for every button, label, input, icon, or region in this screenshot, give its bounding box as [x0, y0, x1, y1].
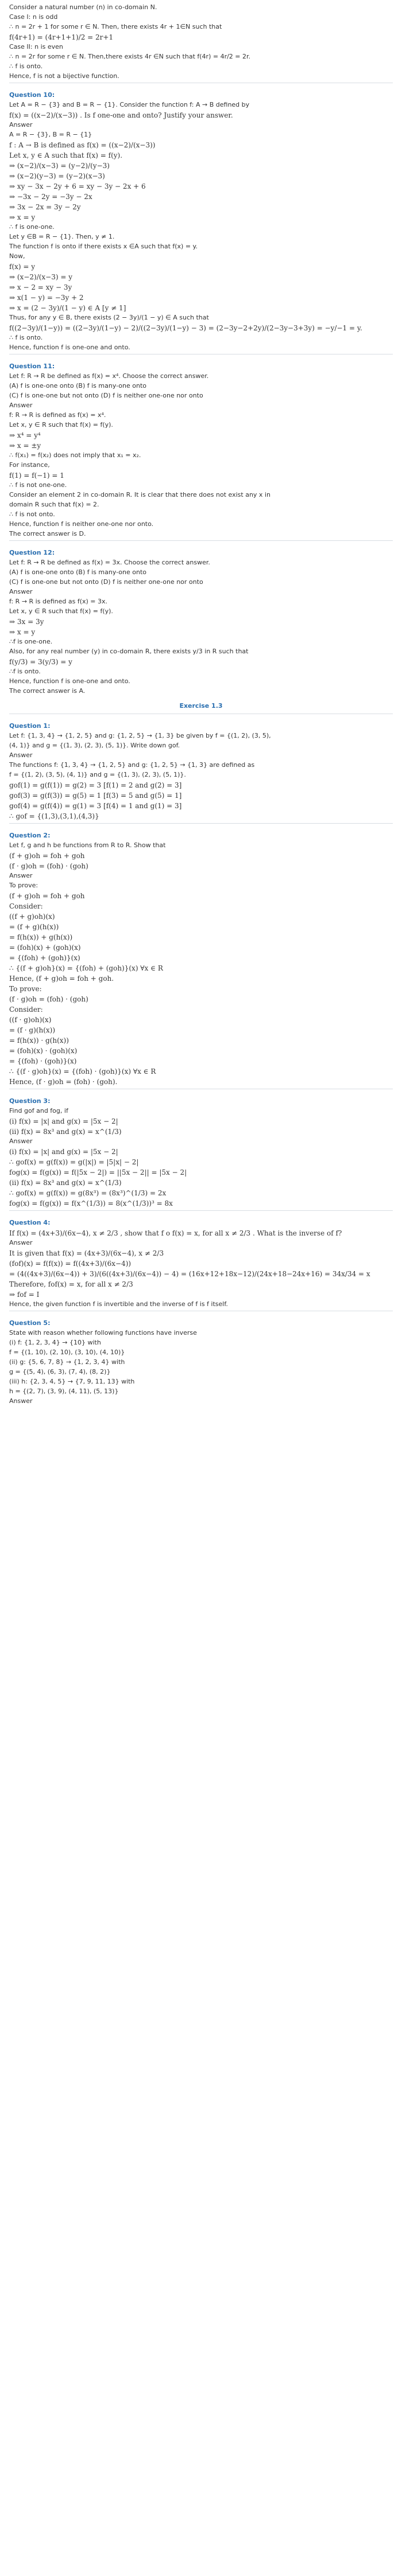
question-heading: Question 11: — [9, 363, 55, 370]
math-line: fog(x) = f(g(x)) = f(|5x − 2|) = ||5x − 2|| = |5x − 2| — [9, 1168, 187, 1176]
text-line: Consider a natural number (n) in co-domain N. — [9, 3, 157, 11]
text-line: g = {(5, 4), (6, 3), (7, 4), (8, 2)} — [9, 1368, 111, 1375]
text-line: h = {(2, 7), (3, 9), (4, 11), (5, 13)} — [9, 1388, 119, 1395]
text-line: (i) f: {1, 2, 3, 4} → {10} with — [9, 1339, 101, 1346]
math-line: Hence, (f · g)oh = (foh) · (goh). — [9, 1078, 118, 1086]
math-line: ⇒ xy − 3x − 2y + 6 = xy − 3y − 2x + 6 — [9, 182, 146, 190]
text-line: A = R − {3}, B = R − {1} — [9, 131, 92, 138]
math-line: ⇒ x = (2 − 3y)/(1 − y) ∈ A [y ≠ 1] — [9, 304, 126, 312]
text-line: f: R → R is defined as f(x) = 3x. — [9, 598, 108, 605]
math-line: ∴ gof(x) = g(f(x)) = g(8x³) = (8x³)^(1/3) = 2x — [9, 1189, 167, 1197]
math-line: = (4((4x+3)/(6x−4)) + 3)/(6((4x+3)/(6x−4)) − 4) = (16x+12+18x−12)/(24x+18−24x+16) = 34x/34 = x — [9, 1270, 370, 1278]
text-line: Let x, y ∈ R such that f(x) = f(y). — [9, 421, 113, 428]
text-line: (C) f is one-one but not onto (D) f is neither one-one nor onto — [9, 578, 203, 586]
math-line: Therefore, fof(x) = x, for all x ≠ 2/3 — [9, 1280, 133, 1288]
text-line: Answer — [9, 1137, 33, 1145]
text-line: Answer — [9, 751, 33, 759]
math-line: ∴ gof(x) = g(f(x)) = g(|x|) = |5|x| − 2| — [9, 1158, 139, 1166]
math-line: ⇒ x⁴ = y⁴ — [9, 431, 41, 439]
divider — [9, 823, 393, 824]
math-line: f(1) = f(−1) = 1 — [9, 471, 64, 480]
text-line: Let A = R − {3} and B = R − {1}. Consider the function f: A → B defined by — [9, 101, 250, 108]
text-line: The functions f: {1, 3, 4} → {1, 2, 5} and g: {1, 2, 5} → {1, 3} are defined as — [9, 761, 255, 769]
text-line: (4, 1)} and g = {(1, 3), (2, 3), (5, 1)}. Write down gof. — [9, 742, 180, 749]
math-line: (f + g)oh = foh + goh — [9, 852, 85, 860]
math-line: ⇒ (x−2)/(x−3) = y — [9, 273, 73, 281]
divider — [9, 1210, 393, 1211]
question-heading: Question 4: — [9, 1219, 51, 1226]
text-line: (ii) g: {5, 6, 7, 8} → {1, 2, 3, 4} with — [9, 1358, 125, 1366]
text-line: Answer — [9, 1397, 33, 1405]
math-line: Consider: — [9, 902, 43, 910]
math-line: ⇒ x = y — [9, 213, 36, 221]
math-line: ⇒ −3x − 2y = −3y − 2x — [9, 193, 92, 201]
text-line: Consider an element 2 in co-domain R. It is clear that there does not exist any x in — [9, 491, 270, 498]
math-line: ⇒ x(1 − y) = −3y + 2 — [9, 294, 84, 302]
text-line: Thus, for any y ∈ B, there exists (2 − 3y)/(1 − y) ∈ A such that — [9, 314, 209, 321]
text-line: f = {(1, 2), (3, 5), (4, 1)} and g = {(1, 3), (2, 3), (5, 1)}. — [9, 771, 186, 778]
text-line: Let f, g and h be functions from R to R. Show that — [9, 841, 166, 849]
text-line: (A) f is one-one onto (B) f is many-one onto — [9, 568, 147, 576]
text-line: Let f: R → R be defined as f(x) = 3x. Choose the correct answer. — [9, 559, 210, 566]
math-line: ⇒ x = ±y — [9, 442, 41, 450]
text-line: domain R such that f(x) = 2. — [9, 501, 99, 508]
text-line: For instance, — [9, 461, 50, 469]
text-line: f = {(1, 10), (2, 10), (3, 10), (4, 10)} — [9, 1349, 125, 1356]
text-line: (iii) h: {2, 3, 4, 5} → {7, 9, 11, 13} with — [9, 1378, 135, 1385]
math-line: (i) f(x) = |x| and g(x) = |5x − 2| — [9, 1148, 118, 1156]
math-line: ⇒ x − 2 = xy − 3y — [9, 283, 72, 291]
math-line: ⇒ (x−2)/(x−3) = (y−2)/(y−3) — [9, 162, 110, 170]
math-line: ∴ {(f + g)oh}(x) = {(foh) + (goh)}(x) ∀x ∈ R — [9, 964, 163, 972]
math-line: gof(3) = g(f(3)) = g(5) = 1 [f(3) = 5 and g(5) = 1] — [9, 792, 182, 800]
math-line: = (f + g)(h(x)) — [9, 923, 59, 931]
math-line: = {(foh) + (goh)}(x) — [9, 954, 80, 962]
math-line: = f(h(x)) · g(h(x)) — [9, 1036, 69, 1045]
text-line: Find gof and fog, if — [9, 1107, 68, 1114]
exercise-heading: Exercise 1.3 — [179, 702, 223, 710]
math-line: f(x) = y — [9, 263, 36, 271]
math-line: ∴ {(f · g)oh}(x) = {(foh) · (goh)}(x) ∀x ∈ R — [9, 1067, 156, 1075]
text-line: State with reason whether following functions have inverse — [9, 1329, 197, 1336]
math-line: gof(1) = g(f(1)) = g(2) = 3 [f(1) = 2 and g(2) = 3] — [9, 781, 182, 789]
math-line: f(y/3) = 3(y/3) = y — [9, 658, 72, 666]
math-line: = (f · g)(h(x)) — [9, 1026, 56, 1034]
math-line: = (foh)(x) + (goh)(x) — [9, 944, 81, 952]
math-line: Consider: — [9, 1006, 43, 1014]
text-line: ∴ n = 2r for some r ∈ N. Then,there exists 4r ∈N such that f(4r) = 4r/2 = 2r. — [9, 53, 251, 60]
math-line: (i) f(x) = |x| and g(x) = |5x − 2| — [9, 1117, 118, 1125]
text-line: ∴ f is onto. — [9, 334, 43, 341]
text-line: Now, — [9, 252, 25, 260]
math-line: f(x) = ((x−2)/(x−3)) . Is f one-one and onto? Justify your answer. — [9, 111, 233, 119]
divider — [9, 540, 393, 541]
text-line: Hence, f is not a bijective function. — [9, 72, 119, 80]
text-line: ∴f is onto. — [9, 668, 41, 675]
text-line: The correct answer is D. — [9, 530, 86, 537]
text-line: (A) f is one-one onto (B) f is many-one onto — [9, 382, 147, 389]
math-line: ⇒ 3x = 3y — [9, 618, 44, 626]
math-line: If f(x) = (4x+3)/(6x−4), x ≠ 2/3 , show that f o f(x) = x, for all x ≠ 2/3 . What is the inverse of f? — [9, 1229, 342, 1237]
math-line: (ii) f(x) = 8x³ and g(x) = x^(1/3) — [9, 1179, 122, 1187]
math-line: = (foh)(x) · (goh)(x) — [9, 1047, 78, 1055]
text-line: Hence, function f is one-one and onto. — [9, 677, 130, 685]
text-line: ∴ f is onto. — [9, 63, 43, 70]
math-line: It is given that f(x) = (4x+3)/(6x−4), x ≠ 2/3 — [9, 1249, 164, 1257]
text-line: Answer — [9, 402, 33, 409]
math-line: ⇒ 3x − 2x = 3y − 2y — [9, 203, 81, 211]
text-line: Answer — [9, 872, 33, 879]
math-line: (fof)(x) = f(f(x)) = f((4x+3)/(6x−4)) — [9, 1260, 132, 1268]
math-line: f(4r+1) = (4r+1+1)/2 = 2r+1 — [9, 33, 114, 41]
text-line: ∴f is one-one. — [9, 638, 53, 645]
text-line: Answer — [9, 1239, 33, 1246]
text-line: ∴ f(x₁) = f(x₂) does not imply that x₁ = x₂. — [9, 451, 141, 459]
text-line: Let f: R → R be defined as f(x) = x⁴. Choose the correct answer. — [9, 372, 209, 380]
math-line: ⇒ (x−2)(y−3) = (y−2)(x−3) — [9, 172, 105, 180]
math-line: (f · g)oh = (foh) · (goh) — [9, 862, 88, 870]
math-line: Let x, y ∈ A such that f(x) = f(y). — [9, 151, 123, 159]
text-line: Also, for any real number (y) in co-domain R, there exists y/3 in R such that — [9, 648, 249, 655]
math-line: (f · g)oh = (foh) · (goh) — [9, 995, 88, 1003]
math-line: ⇒ x = y — [9, 628, 36, 636]
math-line: ((f + g)oh)(x) — [9, 913, 55, 921]
text-line: Hence, function f is one-one and onto. — [9, 344, 130, 351]
math-line: ∴ gof = {(1,3),(3,1),(4,3)} — [9, 812, 99, 820]
text-line: The correct answer is A. — [9, 687, 86, 695]
text-line: Answer — [9, 588, 33, 595]
question-heading: Question 2: — [9, 832, 51, 839]
text-line: Case I: n is odd — [9, 13, 58, 21]
math-line: (f + g)oh = foh + goh — [9, 892, 85, 900]
text-line: Let x, y ∈ R such that f(x) = f(y). — [9, 607, 113, 615]
question-heading: Question 5: — [9, 1319, 51, 1327]
math-line: ((f · g)oh)(x) — [9, 1016, 52, 1024]
question-heading: Question 10: — [9, 91, 55, 99]
math-line: f : A → B is defined as f(x) = ((x−2)/(x−3)) — [9, 141, 156, 149]
question-heading: Question 1: — [9, 722, 51, 730]
math-line: f((2−3y)/(1−y)) = ((2−3y)/(1−y) − 2)/((2−3y)/(1−y) − 3) = (2−3y−2+2y)/(2−3y−3+3y) = −y/−1 = y. — [9, 324, 362, 332]
text-line: ∴ f is not one-one. — [9, 481, 67, 489]
text-line: Let y ∈B = R − {1}. Then, y ≠ 1. — [9, 233, 115, 240]
text-line: The function f is onto if there exists x ∈A such that f(x) = y. — [9, 243, 198, 250]
text-line: Case II: n is even — [9, 43, 63, 50]
text-line: ∴ f is one-one. — [9, 223, 55, 231]
text-line: ∴ n = 2r + 1 for some r ∈ N. Then, there exists 4r + 1∈N such that — [9, 23, 222, 30]
text-line: Let f: {1, 3, 4} → {1, 2, 5} and g: {1, 2, 5} → {1, 3} be given by f = {(1, 2), (3, 5), — [9, 732, 271, 739]
text-line: ∴ f is not onto. — [9, 510, 55, 518]
text-line: (C) f is one-one but not onto (D) f is neither one-one nor onto — [9, 392, 203, 399]
math-line: = f(h(x)) + g(h(x)) — [9, 933, 73, 941]
math-line: gof(4) = g(f(4)) = g(1) = 3 [f(4) = 1 and g(1) = 3] — [9, 802, 182, 810]
text-line: Hence, function f is neither one-one nor onto. — [9, 520, 154, 528]
text-line: Answer — [9, 121, 33, 128]
math-line: To prove: — [9, 985, 42, 993]
math-line: Hence, (f + g)oh = foh + goh. — [9, 975, 114, 983]
text-line: f: R → R is defined as f(x) = x⁴. — [9, 411, 106, 419]
question-heading: Question 12: — [9, 549, 55, 556]
math-line: ⇒ fof = I — [9, 1291, 40, 1299]
text-line: To prove: — [9, 882, 38, 889]
math-line: fog(x) = f(g(x)) = f(x^(1/3)) = 8(x^(1/3))³ = 8x — [9, 1199, 173, 1207]
math-line: = {(foh) · (goh)}(x) — [9, 1057, 77, 1065]
text-line: Hence, the given function f is invertible and the inverse of f is f itself. — [9, 1300, 228, 1308]
math-line: (ii) f(x) = 8x³ and g(x) = x^(1/3) — [9, 1128, 122, 1136]
question-heading: Question 3: — [9, 1097, 51, 1105]
